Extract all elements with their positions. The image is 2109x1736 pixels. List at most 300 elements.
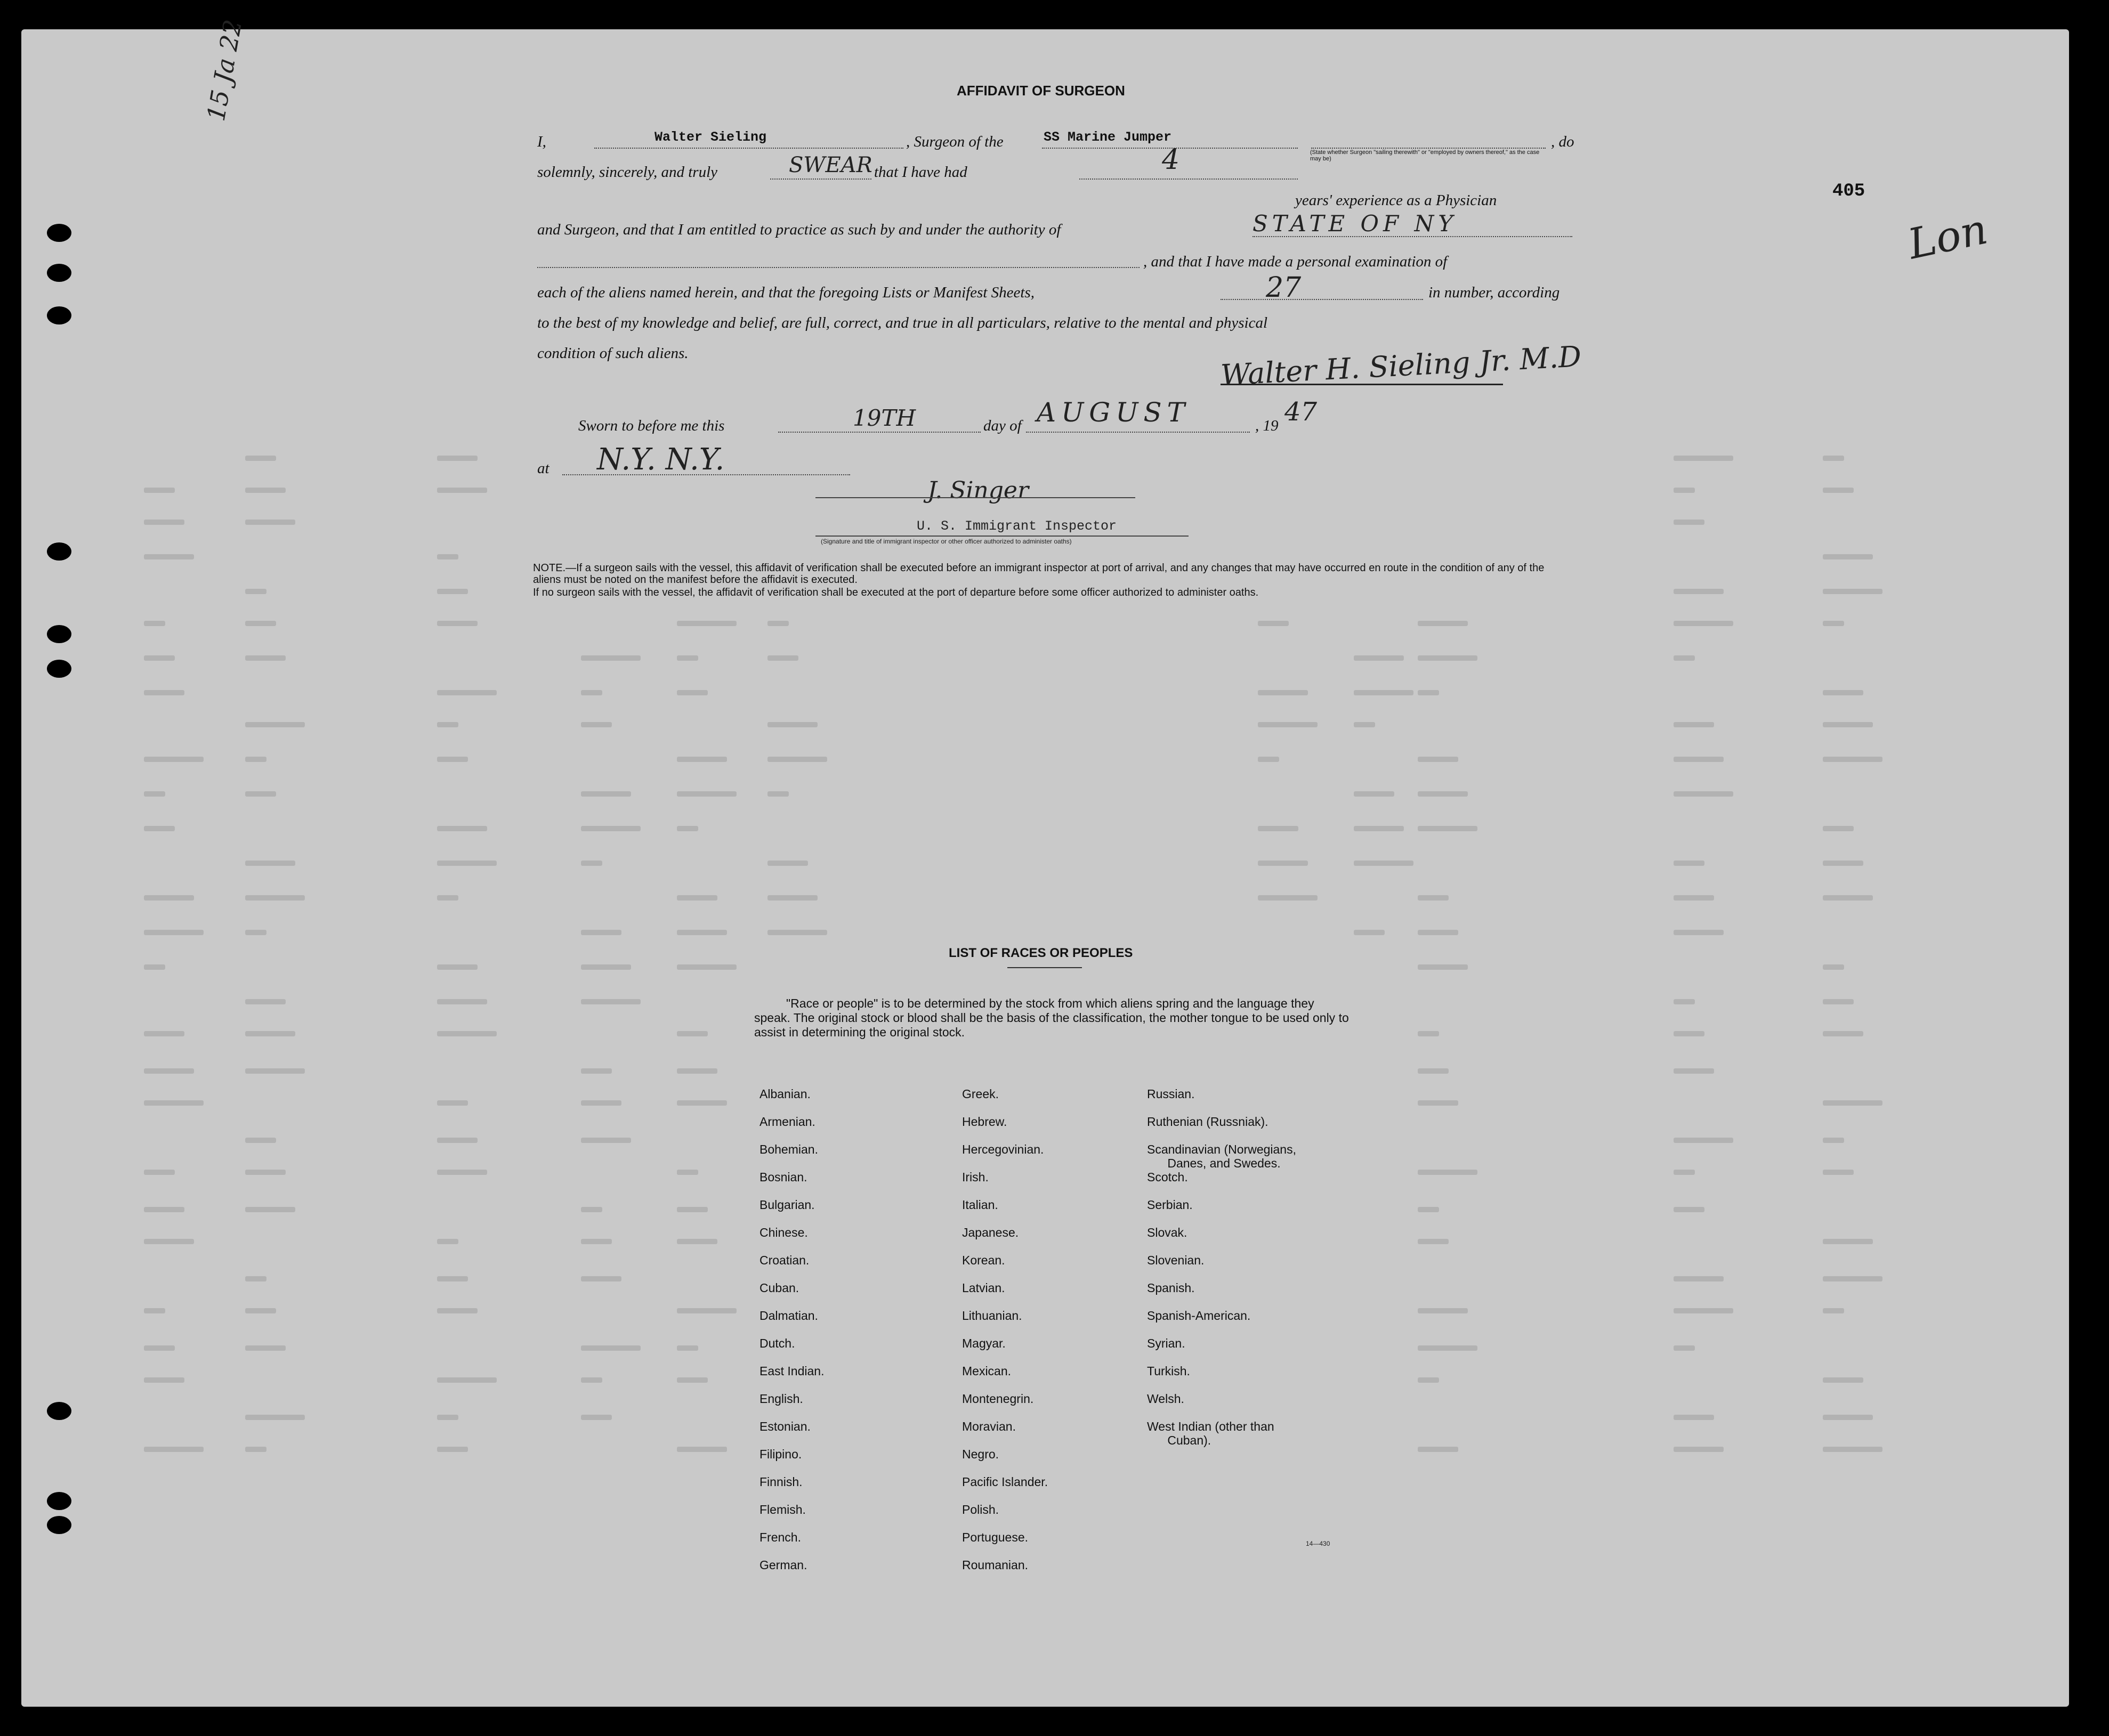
bleed-through-mark xyxy=(1418,1068,1449,1074)
bleed-through-mark xyxy=(144,826,175,831)
bleed-through-mark xyxy=(144,930,204,935)
bleed-through-mark xyxy=(1674,1447,1724,1452)
race-item: Syrian. xyxy=(1147,1336,1185,1350)
bleed-through-mark xyxy=(1674,1068,1714,1074)
bleed-through-mark xyxy=(767,722,818,727)
race-item: Bohemian. xyxy=(759,1142,818,1156)
bleed-through-mark xyxy=(245,589,266,594)
bleed-through-mark xyxy=(144,1308,165,1313)
bleed-through-mark xyxy=(1354,826,1404,831)
race-item: Dalmatian. xyxy=(759,1309,818,1323)
bleed-through-mark xyxy=(437,488,487,493)
bleed-through-mark xyxy=(1823,757,1882,762)
race-item: Slovak. xyxy=(1147,1226,1187,1239)
race-item: Flemish. xyxy=(759,1503,806,1516)
form-number: 14—430 xyxy=(1306,1540,1330,1547)
bleed-through-mark xyxy=(677,791,737,797)
text-and-surgeon: and Surgeon, and that I am entitled to practice as such by and under the authority of xyxy=(537,221,1061,238)
bleed-through-mark xyxy=(1674,621,1733,626)
race-item: Slovenian. xyxy=(1147,1253,1205,1267)
bleed-through-mark xyxy=(1354,861,1413,866)
bleed-through-mark xyxy=(245,621,276,626)
bleed-through-mark xyxy=(1418,791,1468,797)
bleed-through-mark xyxy=(1418,690,1439,695)
bleed-through-mark xyxy=(767,791,789,797)
bleed-through-mark xyxy=(767,895,818,901)
race-item: Bosnian. xyxy=(759,1170,807,1184)
race-item: Finnish. xyxy=(759,1475,803,1489)
bleed-through-mark xyxy=(767,861,808,866)
bleed-through-mark xyxy=(1418,655,1477,661)
race-item: Hebrew. xyxy=(962,1115,1007,1129)
bleed-through-mark xyxy=(1674,930,1724,935)
punch-hole xyxy=(47,224,71,242)
bleed-through-mark xyxy=(1674,520,1704,525)
race-item: Korean. xyxy=(962,1253,1005,1267)
bleed-through-mark xyxy=(1674,488,1695,493)
race-item: Irish. xyxy=(962,1170,989,1184)
bleed-through-mark xyxy=(437,1377,497,1383)
race-item: East Indian. xyxy=(759,1364,825,1378)
race-item: Montenegrin. xyxy=(962,1392,1034,1406)
text-day-of: day of xyxy=(983,417,1022,434)
bleed-through-mark xyxy=(437,826,487,831)
bleed-through-mark xyxy=(1674,1138,1733,1143)
bleed-through-mark xyxy=(677,1308,737,1313)
bleed-through-mark xyxy=(1258,690,1308,695)
bleed-through-mark xyxy=(581,722,612,727)
bleed-through-mark xyxy=(1418,826,1477,831)
punch-hole xyxy=(47,1402,71,1420)
bleed-through-mark xyxy=(437,1031,497,1036)
bleed-through-mark xyxy=(245,1276,266,1281)
bleed-through-mark xyxy=(1418,757,1458,762)
bleed-through-mark xyxy=(1258,826,1298,831)
race-item: Greek. xyxy=(962,1087,999,1101)
bleed-through-mark xyxy=(144,757,204,762)
bleed-through-mark xyxy=(437,589,468,594)
bleed-through-mark xyxy=(1674,895,1714,901)
bleed-through-mark xyxy=(1823,964,1844,970)
bleed-through-mark xyxy=(1418,1308,1468,1313)
text-years-experience: years' experience as a Physician xyxy=(1295,192,1497,209)
punch-hole xyxy=(47,264,71,282)
text-sworn: Sworn to before me this xyxy=(578,417,725,434)
race-item: Albanian. xyxy=(759,1087,811,1101)
bleed-through-mark xyxy=(144,520,184,525)
bleed-through-mark xyxy=(581,655,641,661)
bleed-through-mark xyxy=(581,1068,612,1074)
bleed-through-mark xyxy=(677,655,698,661)
blank-line xyxy=(537,267,1140,268)
bleed-through-mark xyxy=(144,655,175,661)
bleed-through-mark xyxy=(245,1345,286,1351)
punch-hole xyxy=(47,1516,71,1534)
punch-hole xyxy=(47,660,71,678)
bleed-through-mark xyxy=(144,554,194,559)
bleed-through-mark xyxy=(767,621,789,626)
bleed-through-mark xyxy=(1674,1276,1724,1281)
bleed-through-mark xyxy=(1258,722,1318,727)
text-i: I, xyxy=(537,133,546,150)
bleed-through-mark xyxy=(1418,1207,1439,1212)
race-item: Japanese. xyxy=(962,1226,1019,1239)
bleed-through-mark xyxy=(1674,1308,1733,1313)
bleed-through-mark xyxy=(1418,1377,1439,1383)
bleed-through-mark xyxy=(1823,1447,1882,1452)
bleed-through-mark xyxy=(245,722,305,727)
bleed-through-mark xyxy=(437,690,497,695)
race-item: Filipino. xyxy=(759,1447,802,1461)
race-item: Spanish. xyxy=(1147,1281,1195,1295)
document-sheet xyxy=(21,17,2069,1707)
bleed-through-mark xyxy=(581,1345,641,1351)
bleed-through-mark xyxy=(1823,456,1844,461)
text-best-knowledge: to the best of my knowledge and belief, are full, correct, and true in all particulars, relative to the mental and physical xyxy=(537,314,1268,331)
race-item: Italian. xyxy=(962,1198,998,1212)
punch-hole xyxy=(47,1492,71,1510)
bleed-through-mark xyxy=(1354,655,1404,661)
bleed-through-mark xyxy=(677,1345,698,1351)
bleed-through-mark xyxy=(245,1031,295,1036)
bleed-through-mark xyxy=(677,895,717,901)
bleed-through-mark xyxy=(581,826,641,831)
bleed-through-mark xyxy=(1674,999,1695,1004)
bleed-through-mark xyxy=(677,930,727,935)
bleed-through-mark xyxy=(1674,861,1704,866)
bleed-through-mark xyxy=(1823,690,1863,695)
bleed-through-mark xyxy=(1354,930,1385,935)
bleed-through-mark xyxy=(144,1377,184,1383)
bleed-through-mark xyxy=(144,964,165,970)
bleed-through-mark xyxy=(1823,1377,1863,1383)
race-item: Armenian. xyxy=(759,1115,815,1129)
bleed-through-mark xyxy=(1823,1170,1854,1175)
race-item: Turkish. xyxy=(1147,1364,1190,1378)
handwritten-place: N.Y. N.Y. xyxy=(597,442,725,477)
punch-hole xyxy=(47,542,71,561)
bleed-through-mark xyxy=(581,930,621,935)
race-item: Dutch. xyxy=(759,1336,795,1350)
bleed-through-mark xyxy=(677,757,727,762)
race-item: Russian. xyxy=(1147,1087,1195,1101)
handwritten-month: AUGUST xyxy=(1037,397,1190,428)
bleed-through-mark xyxy=(1823,1100,1882,1106)
bleed-through-mark xyxy=(245,861,295,866)
bleed-through-mark xyxy=(767,655,798,661)
bleed-through-mark xyxy=(677,621,737,626)
bleed-through-mark xyxy=(245,1415,305,1420)
bleed-through-mark xyxy=(677,1068,717,1074)
bleed-through-mark xyxy=(144,1170,175,1175)
races-intro: "Race or people" is to be determined by the stock from which aliens spring and the language they speak. The original stock or blood shall be the basis of the classification, the mother tongue to be used only to assist in determining the original stock. xyxy=(754,996,1349,1039)
bleed-through-mark xyxy=(677,1100,727,1106)
text-personal-exam: , and that I have made a personal examination of xyxy=(1143,253,1448,270)
bleed-through-mark xyxy=(677,826,698,831)
bleed-through-mark xyxy=(767,930,827,935)
blank-line xyxy=(594,148,903,149)
bleed-through-mark xyxy=(245,1207,295,1212)
blank-line xyxy=(1221,299,1423,300)
bleed-through-mark xyxy=(144,690,184,695)
surgeon-name: Walter Sieling xyxy=(654,129,767,145)
race-item: Mexican. xyxy=(962,1364,1012,1378)
bleed-through-mark xyxy=(677,690,708,695)
race-item: Estonian. xyxy=(759,1419,811,1433)
surgeon-signature: Walter H. Sieling Jr. M.D xyxy=(1219,339,1582,392)
text-at: at xyxy=(537,460,550,477)
bleed-through-mark xyxy=(1418,621,1468,626)
bleed-through-mark xyxy=(437,861,497,866)
bleed-through-mark xyxy=(1418,1345,1477,1351)
bleed-through-mark xyxy=(144,621,165,626)
text-solemnly: solemnly, sincerely, and truly xyxy=(537,164,718,181)
bleed-through-mark xyxy=(1674,456,1733,461)
bleed-through-mark xyxy=(1674,757,1724,762)
bleed-through-mark xyxy=(581,1138,631,1143)
bleed-through-mark xyxy=(1258,895,1318,901)
bleed-through-mark xyxy=(677,1447,727,1452)
affidavit-title: AFFIDAVIT OF SURGEON xyxy=(957,83,1125,99)
bleed-through-mark xyxy=(1418,1170,1477,1175)
race-item: Spanish-American. xyxy=(1147,1309,1251,1323)
punch-hole xyxy=(47,625,71,643)
race-item: Pacific Islander. xyxy=(962,1475,1048,1489)
race-item: Scotch. xyxy=(1147,1170,1188,1184)
race-item: Moravian. xyxy=(962,1419,1016,1433)
bleed-through-mark xyxy=(245,456,276,461)
bleed-through-mark xyxy=(1418,964,1468,970)
race-item: Chinese. xyxy=(759,1226,808,1239)
bleed-through-mark xyxy=(767,757,827,762)
bleed-through-mark xyxy=(1674,722,1714,727)
bleed-through-mark xyxy=(245,520,295,525)
bleed-through-mark xyxy=(581,1276,621,1281)
blank-line xyxy=(1311,148,1546,149)
bleed-through-mark xyxy=(1823,554,1873,559)
inspector-caption: (Signature and title of immigrant inspector or other officer authorized to administer oaths) xyxy=(821,538,1072,545)
bleed-through-mark xyxy=(1823,826,1854,831)
bleed-through-mark xyxy=(1418,1100,1458,1106)
bleed-through-mark xyxy=(1418,1239,1449,1244)
signature-line xyxy=(1221,384,1503,385)
bleed-through-mark xyxy=(245,1068,305,1074)
bleed-through-mark xyxy=(1418,1031,1439,1036)
handwritten-sheet-count: 27 xyxy=(1266,272,1302,304)
bleed-through-mark xyxy=(245,930,266,935)
bleed-through-mark xyxy=(245,488,286,493)
margin-handwriting: 15 Ja 22 xyxy=(201,17,248,124)
bleed-through-mark xyxy=(677,1207,708,1212)
bleed-through-mark xyxy=(581,1100,621,1106)
bleed-through-mark xyxy=(581,861,602,866)
bleed-through-mark xyxy=(677,1031,708,1036)
bleed-through-mark xyxy=(144,1031,184,1036)
race-item: Hercegovinian. xyxy=(962,1142,1044,1156)
race-item: Polish. xyxy=(962,1503,999,1516)
bleed-through-mark xyxy=(581,964,631,970)
text-surgeon-of-the: , Surgeon of the xyxy=(906,133,1004,150)
race-item: Lithuanian. xyxy=(962,1309,1022,1323)
bleed-through-mark xyxy=(1823,861,1863,866)
text-do: , do xyxy=(1551,133,1574,150)
bleed-through-mark xyxy=(144,1239,194,1244)
bleed-through-mark xyxy=(245,1308,276,1313)
bleed-through-mark xyxy=(437,1138,478,1143)
bleed-through-mark xyxy=(245,1170,286,1175)
bleed-through-mark xyxy=(1674,1415,1714,1420)
bleed-through-mark xyxy=(1823,1239,1873,1244)
bleed-through-mark xyxy=(1823,488,1854,493)
bleed-through-mark xyxy=(245,791,276,797)
bleed-through-mark xyxy=(144,791,165,797)
bleed-through-mark xyxy=(1674,1207,1704,1212)
races-title: LIST OF RACES OR PEOPLES xyxy=(949,946,1133,960)
bleed-through-mark xyxy=(437,554,458,559)
race-item: French. xyxy=(759,1530,801,1544)
bleed-through-mark xyxy=(677,1170,698,1175)
text-year-prefix: , 19 xyxy=(1255,417,1279,434)
bleed-through-mark xyxy=(144,1345,175,1351)
bleed-through-mark xyxy=(1674,589,1724,594)
bleed-through-mark xyxy=(437,1239,458,1244)
race-item: Roumanian. xyxy=(962,1558,1029,1572)
text-in-number: in number, according xyxy=(1428,284,1560,301)
bleed-through-mark xyxy=(1418,895,1449,901)
bleed-through-mark xyxy=(581,1377,602,1383)
text-condition: condition of such aliens. xyxy=(537,345,689,362)
handwritten-year: 47 xyxy=(1284,397,1318,427)
bleed-through-mark xyxy=(437,621,478,626)
bleed-through-mark xyxy=(437,722,458,727)
bleed-through-mark xyxy=(581,690,602,695)
margin-initials: Lon xyxy=(1904,205,1992,269)
bleed-through-mark xyxy=(437,895,458,901)
race-item: Magyar. xyxy=(962,1336,1006,1350)
bleed-through-mark xyxy=(677,964,737,970)
blank-line xyxy=(770,179,871,180)
inspector-signature: J. Singer xyxy=(927,477,1029,504)
blank-line xyxy=(778,432,981,433)
text-that-i-have-had: that I have had xyxy=(874,164,967,181)
bleed-through-mark xyxy=(144,1068,194,1074)
bleed-through-mark xyxy=(1258,861,1308,866)
blank-line xyxy=(1079,179,1298,180)
race-item: Croatian. xyxy=(759,1253,810,1267)
bleed-through-mark xyxy=(1823,722,1873,727)
bleed-through-mark xyxy=(1823,589,1882,594)
bleed-through-mark xyxy=(1674,1170,1695,1175)
handwritten-swear: SWEAR xyxy=(789,153,872,177)
race-item: Latvian. xyxy=(962,1281,1005,1295)
bleed-through-mark xyxy=(144,895,194,901)
bleed-through-mark xyxy=(1418,1447,1458,1452)
bleed-through-mark xyxy=(677,1377,708,1383)
bleed-through-mark xyxy=(1258,621,1289,626)
bleed-through-mark xyxy=(677,1239,717,1244)
race-item: English. xyxy=(759,1392,803,1406)
bleed-through-mark xyxy=(1354,722,1375,727)
bleed-through-mark xyxy=(581,999,641,1004)
bleed-through-mark xyxy=(144,488,175,493)
bleed-through-mark xyxy=(1823,1308,1844,1313)
race-item: Scandinavian (Norwegians, Danes, and Swedes. xyxy=(1147,1142,1296,1170)
race-item: Negro. xyxy=(962,1447,999,1461)
bleed-through-mark xyxy=(1823,1276,1882,1281)
bleed-through-mark xyxy=(437,964,478,970)
punch-hole xyxy=(47,306,71,325)
bleed-through-mark xyxy=(437,1100,468,1106)
bleed-through-mark xyxy=(1823,1138,1844,1143)
bleed-through-mark xyxy=(437,1170,487,1175)
handwritten-day: 19TH xyxy=(853,405,916,431)
race-item: Ruthenian (Russniak). xyxy=(1147,1115,1268,1129)
inspector-title: U. S. Immigrant Inspector xyxy=(917,518,1117,534)
bleed-through-mark xyxy=(1823,999,1854,1004)
bleed-through-mark xyxy=(1674,1031,1704,1036)
handwritten-authority: STATE OF NY xyxy=(1253,210,1457,237)
bleed-through-mark xyxy=(1354,690,1413,695)
bleed-through-mark xyxy=(437,1308,478,1313)
bleed-through-mark xyxy=(581,1239,612,1244)
bleed-through-mark xyxy=(1823,1415,1873,1420)
bleed-through-mark xyxy=(1418,930,1458,935)
bleed-through-mark xyxy=(245,757,266,762)
bleed-through-mark xyxy=(245,655,286,661)
race-item: Serbian. xyxy=(1147,1198,1193,1212)
bleed-through-mark xyxy=(1674,655,1695,661)
bleed-through-mark xyxy=(437,456,478,461)
bleed-through-mark xyxy=(1674,1345,1695,1351)
bleed-through-mark xyxy=(245,895,305,901)
note-paragraph-1: NOTE.—If a surgeon sails with the vessel, this affidavit of verification shall be executed before an immigrant inspector at port of arrival, and any changes that may have occurred en route in the condition of any of the aliens must be noted on the manifest before the affidavit is executed. xyxy=(533,562,1545,586)
bleed-through-mark xyxy=(245,1447,266,1452)
bleed-through-mark xyxy=(1674,791,1733,797)
bleed-through-mark xyxy=(437,999,487,1004)
handwritten-years: 4 xyxy=(1162,144,1180,176)
bleed-through-mark xyxy=(245,1138,276,1143)
bleed-through-mark xyxy=(144,1207,184,1212)
bleed-through-mark xyxy=(437,757,468,762)
bleed-through-mark xyxy=(437,1415,458,1420)
bleed-through-mark xyxy=(437,1447,468,1452)
bleed-through-mark xyxy=(144,1447,204,1452)
bleed-through-mark xyxy=(1354,791,1394,797)
race-item: Welsh. xyxy=(1147,1392,1184,1406)
race-item: German. xyxy=(759,1558,807,1572)
bleed-through-mark xyxy=(581,1415,612,1420)
race-item: West Indian (other than Cuban). xyxy=(1147,1419,1274,1447)
instruction-note: (State whether Surgeon "sailing therewith" or "employed by owners thereof," as the case may be) xyxy=(1310,149,1540,162)
bleed-through-mark xyxy=(437,1276,468,1281)
page-number: 405 xyxy=(1832,181,1865,201)
blank-line xyxy=(1026,432,1250,433)
bleed-through-mark xyxy=(245,999,286,1004)
title-rule xyxy=(1007,967,1082,968)
bleed-through-mark xyxy=(144,1100,204,1106)
bleed-through-mark xyxy=(581,791,631,797)
race-item: Cuban. xyxy=(759,1281,799,1295)
bleed-through-mark xyxy=(1823,1031,1863,1036)
text-each-of-aliens: each of the aliens named herein, and that the foregoing Lists or Manifest Sheets, xyxy=(537,284,1035,301)
bleed-through-mark xyxy=(1823,621,1844,626)
note-paragraph-2: If no surgeon sails with the vessel, the affidavit of verification shall be executed at the port of departure before some officer authorized to administer oaths. xyxy=(533,587,1259,598)
signature-line xyxy=(815,497,1135,498)
bleed-through-mark xyxy=(581,1207,602,1212)
race-item: Portuguese. xyxy=(962,1530,1029,1544)
bleed-through-mark xyxy=(1258,757,1279,762)
bleed-through-mark xyxy=(1823,895,1873,901)
